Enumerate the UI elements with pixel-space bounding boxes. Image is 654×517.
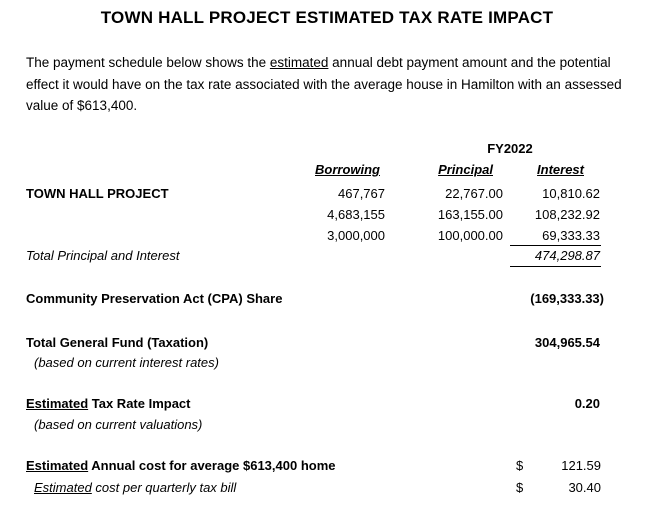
quarterly-cost-currency: $ [516,480,524,495]
row-1-borrowing: 467,767 [338,186,385,201]
total-rule-bottom [510,266,601,267]
fiscal-year-header: FY2022 [487,141,533,156]
general-fund-note: (based on current interest rates) [34,355,219,370]
intro-text-after: annual debt payment amount and the potential effect it would have on the tax rate associated with the average house in Hamilton with an assessed value of $613,400. [26,55,622,113]
intro-paragraph [26,52,646,117]
annual-cost-label [26,458,335,473]
total-value: 474,298.87 [534,248,600,263]
tax-rate-label [26,396,191,411]
annual-cost-label-rest: Annual cost for average $613,400 home [88,458,336,473]
row-3-borrowing: 3,000,000 [327,228,385,243]
quarterly-cost-label-underlined: Estimated [34,480,92,495]
intro-text-underlined: estimated [269,55,329,70]
row-2-interest: 108,232.92 [534,207,600,222]
total-label: Total Principal and Interest [26,248,180,263]
tax-rate-value: 0.20 [574,396,600,411]
tax-rate-label-rest: Tax Rate Impact [88,396,191,411]
tax-rate-note: (based on current valuations) [34,417,203,432]
intro-text-before: The payment schedule below shows the [26,55,270,70]
row-1-interest: 10,810.62 [542,186,600,201]
row-1-principal: 22,767.00 [445,186,503,201]
column-header-interest: Interest [537,162,584,177]
annual-cost-currency: $ [516,458,524,473]
column-header-principal: Principal [438,162,493,177]
annual-cost-value: 121.59 [561,458,601,473]
general-fund-label: Total General Fund (Taxation) [26,335,209,350]
quarterly-cost-label-rest: cost per quarterly tax bill [91,480,237,495]
row-2-borrowing: 4,683,155 [327,207,385,222]
cpa-value: (169,333.33) [530,291,604,306]
row-2-principal: 163,155.00 [437,207,503,222]
page-title: TOWN HALL PROJECT ESTIMATED TAX RATE IMPACT [100,8,554,27]
row-3-principal: 100,000.00 [437,228,503,243]
project-label: TOWN HALL PROJECT [26,186,169,201]
cpa-label: Community Preservation Act (CPA) Share [26,291,283,306]
quarterly-cost-label [34,480,236,495]
column-header-borrowing: Borrowing [315,162,380,177]
quarterly-cost-value: 30.40 [568,480,601,495]
tax-rate-label-underlined: Estimated [26,396,89,411]
row-3-interest: 69,333.33 [542,228,600,243]
general-fund-value: 304,965.54 [534,335,600,350]
annual-cost-label-underlined: Estimated [26,458,89,473]
total-rule-top [510,245,601,246]
